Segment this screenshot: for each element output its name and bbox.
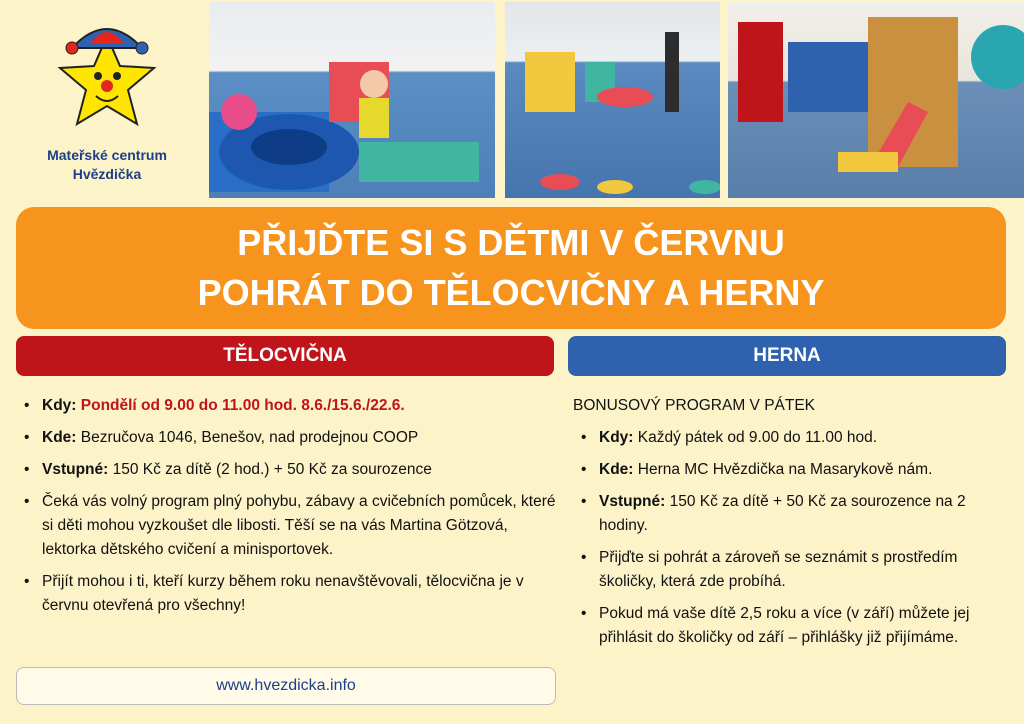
list-item: • Přijít mohou i ti, kteří kurzy během roku nenavštěvovali, tělocvična je v červnu otevřená pro všechny!: [16, 570, 556, 618]
fee-label: Vstupné:: [599, 493, 666, 510]
fee-value: 150 Kč za dítě + 50 Kč za sourozence na 2 hodiny.: [599, 493, 966, 534]
where-value: Bezručova 1046, Benešov, nad prodejnou COOP: [80, 429, 419, 446]
when-label: Kdy:: [599, 429, 634, 446]
fee-label: Vstupné:: [42, 461, 109, 478]
list-item: [16, 458, 556, 482]
list-item: [16, 394, 556, 418]
list-item: [573, 490, 1013, 538]
gym-photo: [209, 2, 495, 198]
headline-line-1: PŘIJĎTE SI S DĚTMI V ČERVNU: [237, 222, 785, 263]
playroom-section: [573, 394, 1013, 658]
list-item: • Přijďte si pohrát a zároveň se seznámit s prostředím školičky, která zde probíhá.: [573, 546, 1013, 594]
list-item: [573, 458, 1013, 482]
logo-title: Mateřské centrum: [47, 147, 167, 163]
where-label: Kde:: [42, 429, 77, 446]
section-header-gym: TĚLOCVIČNA: [16, 336, 554, 376]
logo-subtitle: Hvězdička: [72, 166, 142, 182]
list-item: • Čeká vás volný program plný pohybu, zábavy a cvičebních pomůcek, které si děti mohou vyzkoušet dle libosti. Těší se na vás Martina Götzová, lektorka dětského cvičení a minisportovek.: [16, 490, 556, 562]
list-item: [16, 426, 556, 450]
playroom-photo: [728, 2, 1024, 198]
section-header-playroom: HERNA: [568, 336, 1006, 376]
list-item: [573, 426, 1013, 450]
when-value: Každý pátek od 9.00 do 11.00 hod.: [637, 429, 878, 446]
when-value: Pondělí od 9.00 do 11.00 hod. 8.6./15.6./22.6.: [80, 397, 405, 414]
bonus-heading: BONUSOVÝ PROGRAM V PÁTEK: [573, 397, 816, 414]
gym-photo-children: [505, 2, 720, 198]
list-item: • Pokud má vaše dítě 2,5 roku a více (v září) můžete jej přihlásit do školičky od září – přihlášky již přijímáme.: [573, 602, 1013, 650]
when-label: Kdy:: [42, 397, 77, 414]
headline-banner: [16, 207, 1006, 329]
star-mascot-icon: [42, 14, 172, 144]
fee-value: 150 Kč za dítě (2 hod.) + 50 Kč za sourozence: [112, 461, 432, 478]
headline-line-2: POHRÁT DO TĚLOCVIČNY A HERNY: [197, 272, 825, 313]
where-label: Kde:: [599, 461, 634, 478]
website-link[interactable]: www.hvezdicka.info: [16, 667, 556, 705]
gym-section: [16, 394, 556, 626]
where-value: Herna MC Hvězdička na Masarykově nám.: [637, 461, 933, 478]
logo: [22, 14, 192, 194]
